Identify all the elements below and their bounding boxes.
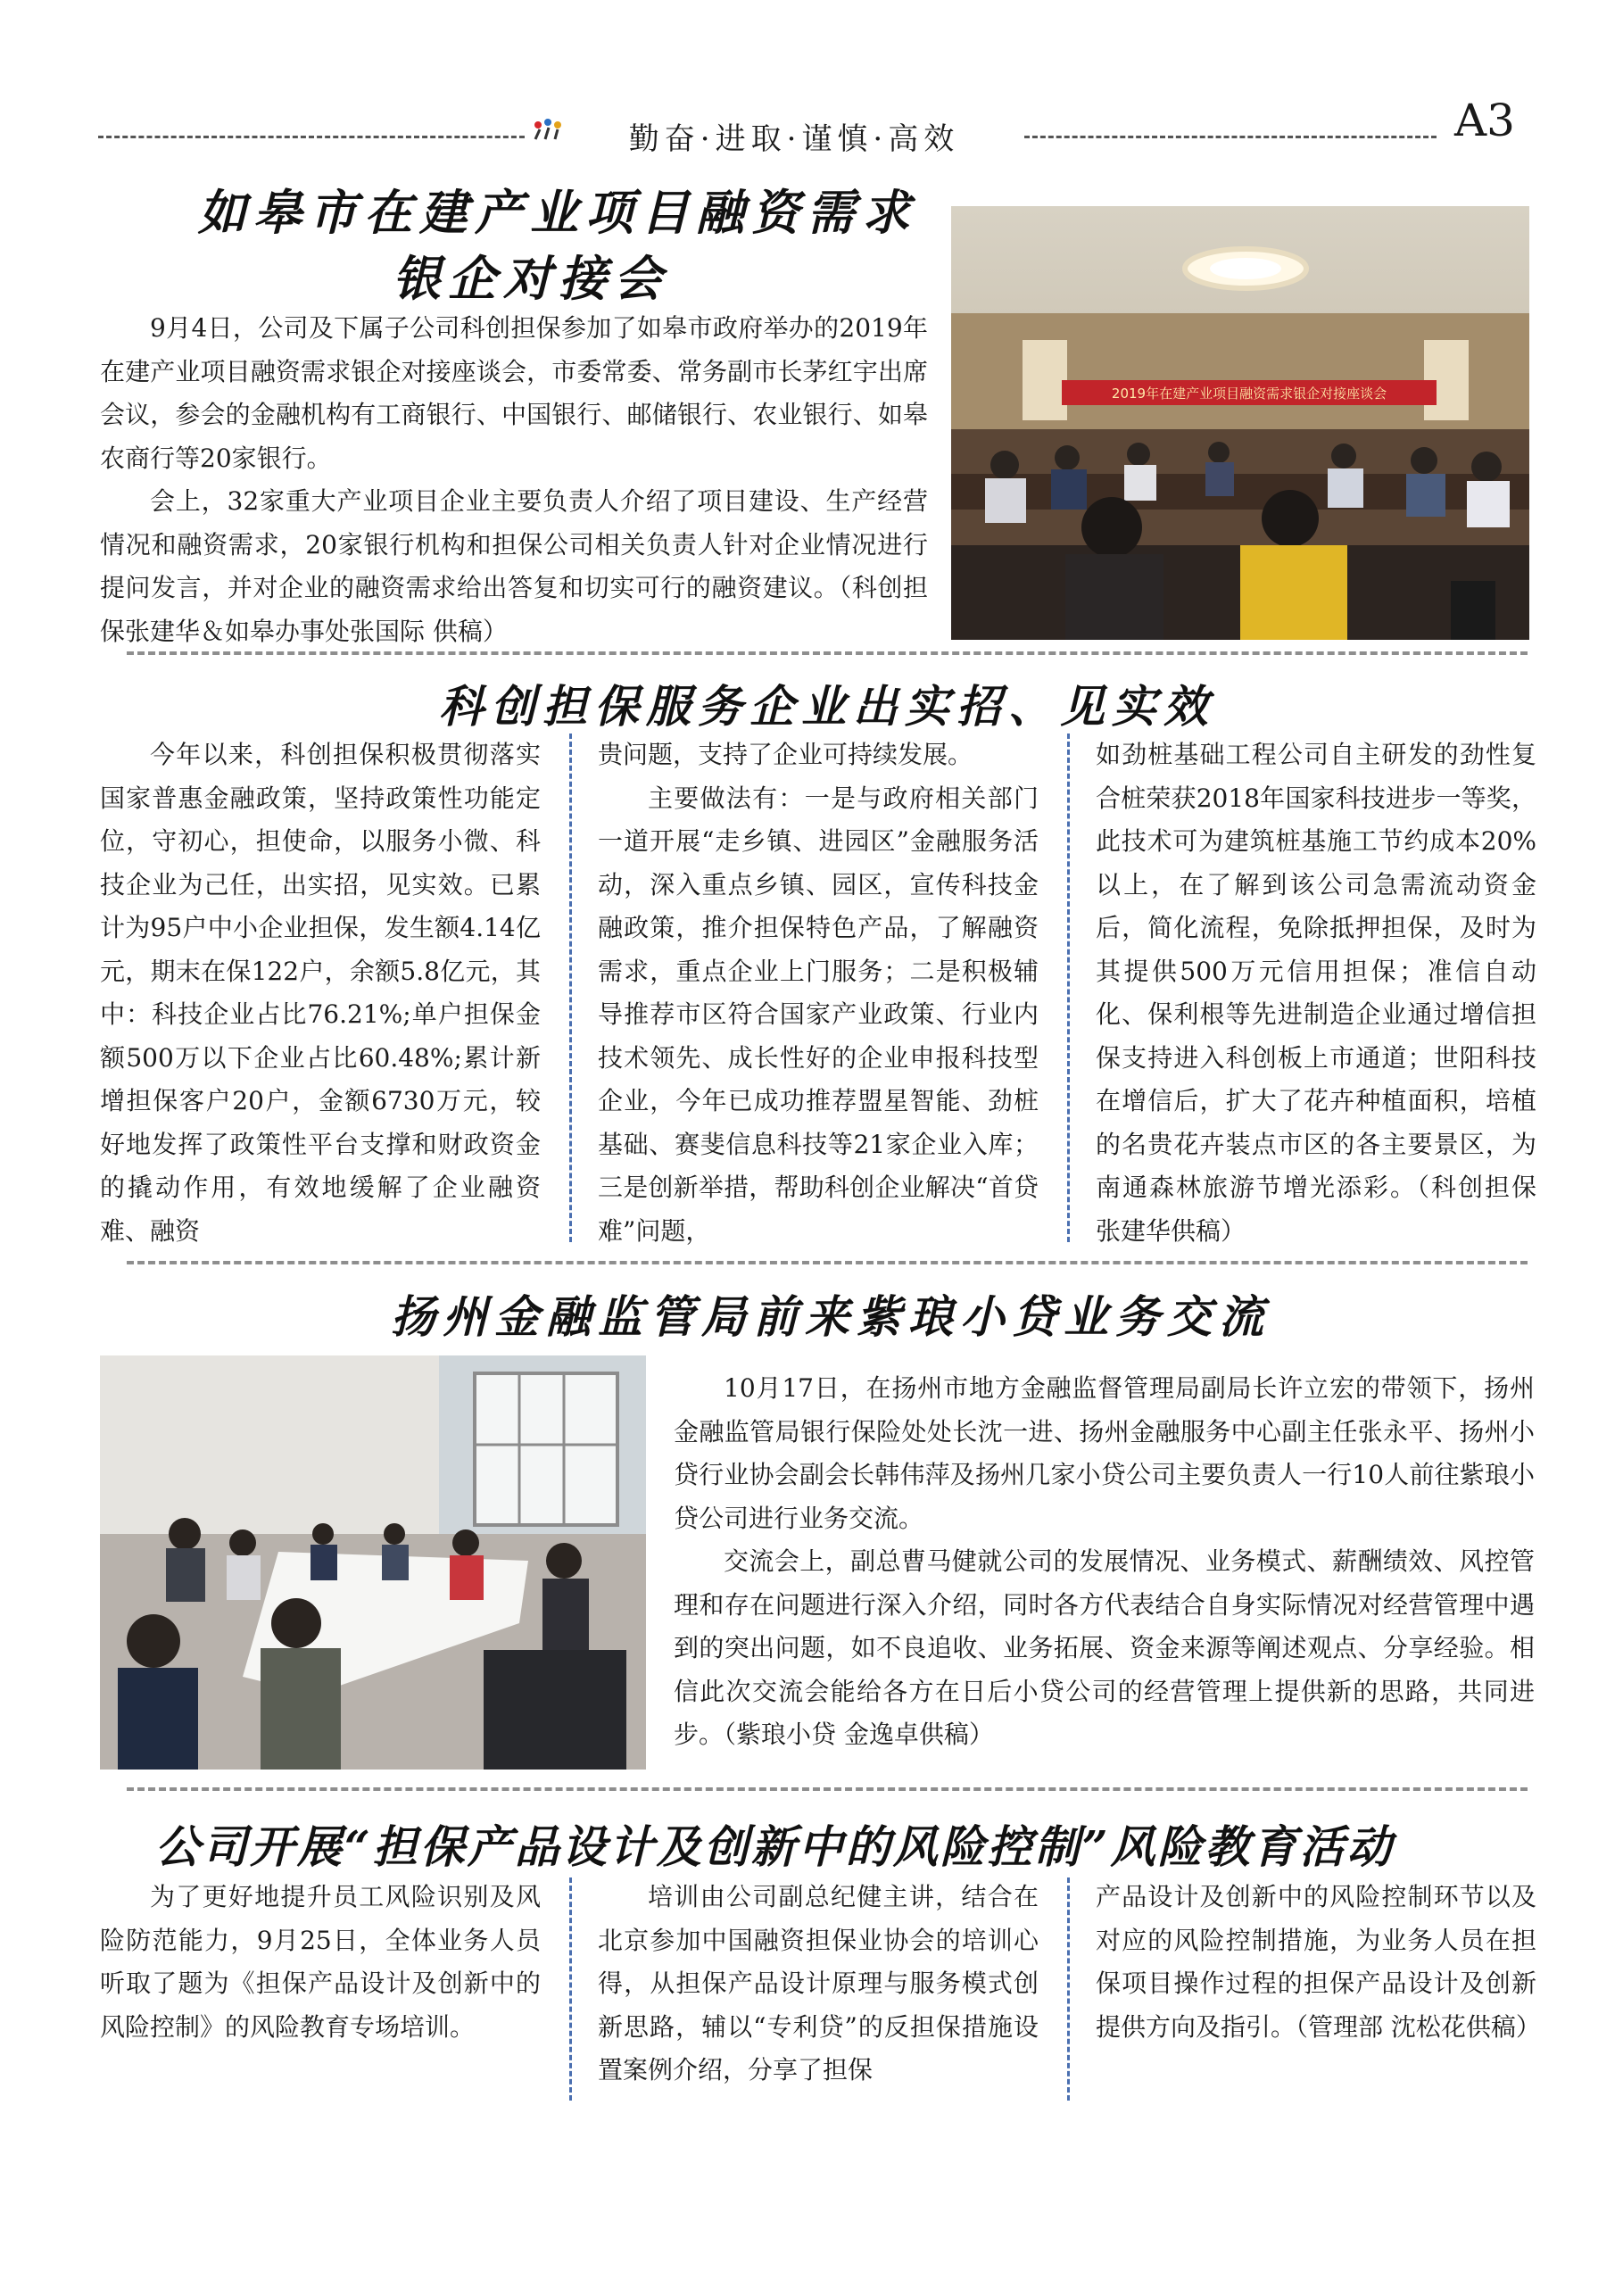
header-motto: 勤奋·进取·谨慎·高效	[628, 121, 960, 157]
separator-1	[127, 651, 1528, 655]
article2-column-divider-2	[1067, 734, 1070, 1242]
article2-column-1	[100, 734, 541, 1253]
article4-column-divider-2	[1067, 1877, 1070, 2101]
article3-paragraph-2: 交流会上，副总曹马健就公司的发展情况、业务模式、薪酬绩效、风控管理和存在问题进行深入介绍，同时各方代表结合自身实际情况对经营管理中遇到的突出问题，如不良追收、业务拓展、资金来源等阐述观点、分享经验。相信此次交流会能给各方在日后小贷公司的经营管理上提供新的思路，共同进步。（紫琅小贷 金逸卓供稿）	[674, 1546, 1535, 1749]
article4-title: 公司开展“担保产品设计及创新中的风险控制”风险教育活动	[155, 1820, 1395, 1873]
article4-column-1	[100, 1876, 541, 2049]
article4-column-divider-1	[569, 1877, 572, 2101]
article1-title-line2: 银企对接会	[393, 250, 669, 307]
article1-paragraph-2: 会上，32家重大产业项目企业主要负责人介绍了项目建设、生产经营情况和融资需求，20家银行机构和担保公司相关负责人针对企业情况进行提问发言，并对企业的融资需求给出答复和切实可行的融资建议。（科创担保张建华＆如皋办事处张国际 供稿）	[100, 486, 928, 646]
article2-column-3	[1096, 734, 1536, 1253]
article2-column-2-text-b: 主要做法有：一是与政府相关部门一道开展“走乡镇、进园区”金融服务活动，深入重点乡镇、园区，宣传科技金融政策，推介担保特色产品，了解融资需求，重点企业上门服务；二是积极辅导推荐市区符合国家产业政策、行业内技术领先、成长性好的企业申报科技型企业，今年已成功推荐盟星智能、劲桩基础、赛斐信息科技等21家企业入库；三是创新举措，帮助科创企业解决“首贷难”问题，	[598, 783, 1039, 1246]
article2-column-2	[598, 734, 1039, 1253]
article2-column-divider-1	[569, 734, 572, 1242]
page-number: A3	[1454, 95, 1515, 146]
article1-title-line1: 如皋市在建产业项目融资需求	[198, 184, 917, 241]
separator-3	[127, 1787, 1528, 1791]
article3-photo	[100, 1355, 646, 1770]
header-rule-left	[98, 136, 525, 138]
article3-title: 扬州金融监管局前来紫琅小贷业务交流	[391, 1290, 1271, 1343]
article4-column-3-text: 产品设计及创新中的风险控制环节以及对应的风险控制措施，为业务人员在担保项目操作过程的担保产品设计及创新提供方向及指引。（管理部 沈松花供稿）	[1096, 1882, 1541, 2042]
article4-column-2-text: 培训由公司副总纪健主讲，结合在北京参加中国融资担保业协会的培训心得，从担保产品设计原理与服务模式创新思路，辅以“专利贷”的反担保措施设置案例介绍，分享了担保	[598, 1882, 1039, 2085]
article4-column-1-text: 为了更好地提升员工风险识别及风险防范能力，9月25日，全体业务人员听取了题为《担保产品设计及创新中的风险控制》的风险教育专场培训。	[100, 1882, 541, 2042]
article3-body	[674, 1367, 1535, 1757]
article1-paragraph-1: 9月4日，公司及下属子公司科创担保参加了如皋市政府举办的2019年在建产业项目融资需求银企对接座谈会，市委常委、常务副市长茅红宇出席会议，参会的金融机构有工商银行、中国银行、邮储银行、农业银行、如皋农商行等20家银行。	[100, 313, 928, 473]
article3-paragraph-1: 10月17日，在扬州市地方金融监督管理局副局长许立宏的带领下，扬州金融监管局银行保险处处长沈一进、扬州金融服务中心副主任张永平、扬州小贷行业协会副会长韩伟萍及扬州几家小贷公司主要负责人一行10人前往紫琅小贷公司进行业务交流。	[674, 1373, 1535, 1533]
article2-title: 科创担保服务企业出实招、见实效	[439, 680, 1215, 733]
article4-column-3	[1096, 1876, 1541, 2049]
article2-column-2-text-a: 贵问题，支持了企业可持续发展。	[598, 740, 973, 769]
article2-column-3-text: 如劲桩基础工程公司自主研发的劲性复合桩荣获2018年国家科技进步一等奖，此技术可为建筑桩基施工节约成本20%以上，在了解到该公司急需流动资金后，简化流程，免除抵押担保，及时为其提供500万元信用担保；准信自动化、保利根等先进制造企业通过增信担保支持进入科创板上市通道；世阳科技在增信后，扩大了花卉种植面积，培植的名贵花卉装点市区的各主要景区，为南通森林旅游节增光添彩。（科创担保 张建华供稿）	[1096, 740, 1536, 1246]
photo-banner-text: 2019年在建产业项目融资需求银企对接座谈会	[1111, 385, 1387, 402]
header-rule-right	[1024, 136, 1437, 138]
article1-body	[100, 307, 928, 653]
article1-photo	[951, 206, 1529, 640]
separator-2	[127, 1261, 1528, 1264]
article2-column-1-text: 今年以来，科创担保积极贯彻落实国家普惠金融政策，坚持政策性功能定位，守初心，担使命，以服务小微、科技企业为己任，出实招，见实效。已累计为95户中小企业担保，发生额4.14亿元，期末在保122户，余额5.8亿元，其中：科技企业占比76.21%;单户担保金额500万以下企业占比60.48%;累计新增担保客户20户，金额6730万元，较好地发挥了政策性平台支撑和财政资金的撬动作用，有效地缓解了企业融资难、融资	[100, 740, 541, 1246]
article4-column-2	[598, 1876, 1039, 2093]
logo-icon	[533, 118, 565, 143]
